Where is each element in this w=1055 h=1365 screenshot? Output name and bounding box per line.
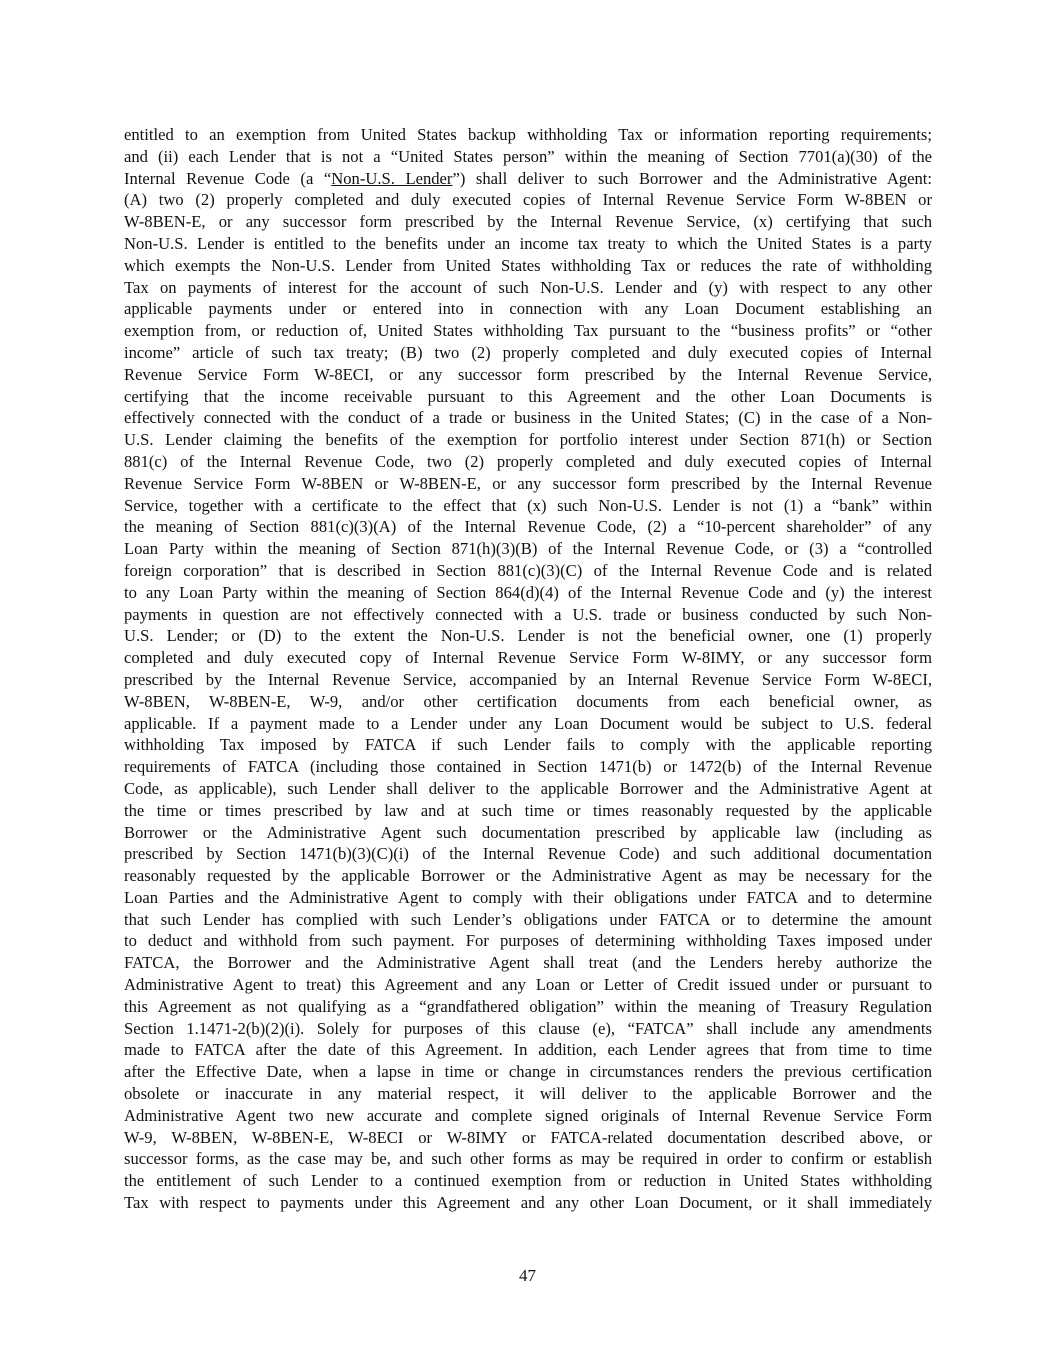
text-line: Tax with respect to payments under this Agreement and any other Loan Document, or it shall immediately — [124, 1193, 932, 1213]
text-line: to any Loan Party within the meaning of Section 864(d)(4) of the Internal Revenue Code and (y) the interest — [124, 582, 932, 602]
text-line: W-9, W-8BEN, W-8BEN-E, W-8ECI or W-8IMY or FATCA-related documentation described above, or — [124, 1127, 932, 1147]
text-line: completed and duly executed copy of Internal Revenue Service Form W-8IMY, or any successor form — [124, 648, 932, 668]
text-line: prescribed by Section 1471(b)(3)(C)(i) of the Internal Revenue Code) and such additional documentation — [124, 844, 932, 864]
text-line: W-8BEN-E, or any successor form prescribed by the Internal Revenue Service, (x) certifying that such — [124, 212, 932, 232]
text-line: Loan Party within the meaning of Section 871(h)(3)(B) of the Internal Revenue Code, or (3) a “controlled — [124, 539, 932, 559]
text-line — [124, 168, 932, 190]
text-line: and (ii) each Lender that is not a “United States person” within the meaning of Section 7701(a)(30) of the — [124, 146, 932, 166]
text-line: effectively connected with the conduct of a trade or business in the United States; (C) in the case of a Non- — [124, 408, 932, 428]
text-line: Service, together with a certificate to the effect that (x) such Non-U.S. Lender is not (1) a “bank” within — [124, 495, 932, 515]
text-line: U.S. Lender claiming the benefits of the exemption for portfolio interest under Section 871(h) or Section — [124, 430, 932, 450]
text-line: Borrower or the Administrative Agent such documentation prescribed by applicable law (including as — [124, 822, 932, 842]
text-line: successor forms, as the case may be, and such other forms as may be required in order to confirm or establish — [124, 1149, 932, 1169]
text-line: that such Lender has complied with such Lender’s obligations under FATCA or to determine the amount — [124, 909, 932, 929]
text-line: the entitlement of such Lender to a continued exemption from or reduction in United States withholding — [124, 1171, 932, 1191]
text-line: which exempts the Non-U.S. Lender from United States withholding Tax or reduces the rate of withholding — [124, 255, 932, 275]
text-line: requirements of FATCA (including those contained in Section 1471(b) or 1472(b) of the Internal Revenue — [124, 757, 932, 777]
text-line: the meaning of Section 881(c)(3)(A) of the Internal Revenue Code, (2) a “10-percent shareholder” of any — [124, 517, 932, 537]
text-fragment: Internal Revenue Code (a “ — [124, 168, 332, 188]
text-line: Administrative Agent two new accurate and complete signed originals of Internal Revenue Service Form — [124, 1105, 932, 1125]
text-line: Non-U.S. Lender is entitled to the benefits under an income tax treaty to which the United States is a party — [124, 233, 932, 253]
text-line: Administrative Agent to treat) this Agreement and any Loan or Letter of Credit issued under or pursuant to — [124, 975, 932, 995]
text-line: payments in question are not effectively connected with a U.S. trade or business conducted by such Non- — [124, 604, 932, 624]
text-line: Tax on payments of interest for the account of such Non-U.S. Lender and (y) with respect to any other — [124, 277, 932, 297]
text-line: FATCA, the Borrower and the Administrative Agent shall treat (and the Lenders hereby authorize the — [124, 953, 932, 973]
text-line: applicable. If a payment made to a Lender under any Loan Document would be subject to U.S. federal — [124, 713, 932, 733]
text-line: reasonably requested by the applicable Borrower or the Administrative Agent as may be necessary for the — [124, 866, 932, 886]
text-line: W-8BEN, W-8BEN-E, W-9, and/or other certification documents from each beneficial owner, as — [124, 691, 932, 711]
text-fragment: ”) shall deliver to such Borrower and the Administrative Agent: — [452, 168, 932, 188]
text-line: U.S. Lender; or (D) to the extent the Non-U.S. Lender is not the beneficial owner, one (1) properly — [124, 626, 932, 646]
text-line: made to FATCA after the date of this Agreement. In addition, each Lender agrees that from time to time — [124, 1040, 932, 1060]
text-line: to deduct and withhold from such payment. For purposes of determining withholding Taxes imposed under — [124, 931, 932, 951]
text-line: exemption from, or reduction of, United States withholding Tax pursuant to the “business profits” or “other — [124, 321, 932, 341]
text-line: obsolete or inaccurate in any material respect, it will deliver to the applicable Borrower and the — [124, 1084, 932, 1104]
text-line: certifying that the income receivable pursuant to this Agreement and the other Loan Documents is — [124, 386, 932, 406]
text-line: income” article of such tax treaty; (B) two (2) properly completed and duly executed copies of Internal — [124, 342, 932, 362]
text-line: Loan Parties and the Administrative Agent to comply with their obligations under FATCA and to determine — [124, 887, 932, 907]
text-line: Revenue Service Form W-8BEN or W-8BEN-E, or any successor form prescribed by the Internal Revenue — [124, 473, 932, 493]
text-line: prescribed by the Internal Revenue Service, accompanied by an Internal Revenue Service Form W-8ECI, — [124, 669, 932, 689]
text-line: withholding Tax imposed by FATCA if such Lender fails to comply with the applicable reporting — [124, 735, 932, 755]
text-line: Revenue Service Form W-8ECI, or any successor form prescribed by the Internal Revenue Service, — [124, 364, 932, 384]
body-text — [124, 124, 932, 1236]
defined-term-non-us-lender: Non-U.S. Lender — [331, 168, 453, 188]
text-line: after the Effective Date, when a lapse in time or change in circumstances renders the previous certification — [124, 1062, 932, 1082]
text-line: (A) two (2) properly completed and duly executed copies of Internal Revenue Service Form W-8BEN or — [124, 190, 932, 210]
text-line: Section 1.1471-2(b)(2)(i). Solely for purposes of this clause (e), “FATCA” shall include any amendments — [124, 1018, 932, 1038]
text-line: foreign corporation” that is described in Section 881(c)(3)(C) of the Internal Revenue Code and is related — [124, 560, 932, 580]
text-line: entitled to an exemption from United States backup withholding Tax or information reporting requirements; — [124, 125, 932, 144]
text-line: Code, as applicable), such Lender shall deliver to the applicable Borrower and the Administrative Agent at — [124, 778, 932, 798]
text-line: 881(c) of the Internal Revenue Code, two (2) properly completed and duly executed copies of Internal — [124, 451, 932, 471]
text-line: the time or times prescribed by law and at such time or times reasonably requested by the applicable — [124, 800, 932, 820]
text-line: this Agreement as not qualifying as a “grandfathered obligation” within the meaning of Treasury Regulation — [124, 996, 932, 1016]
text-line — [124, 1214, 932, 1236]
text-line: applicable payments under or entered into in connection with any Loan Document establishing an — [124, 299, 932, 319]
page-number: 47 — [519, 1266, 536, 1285]
